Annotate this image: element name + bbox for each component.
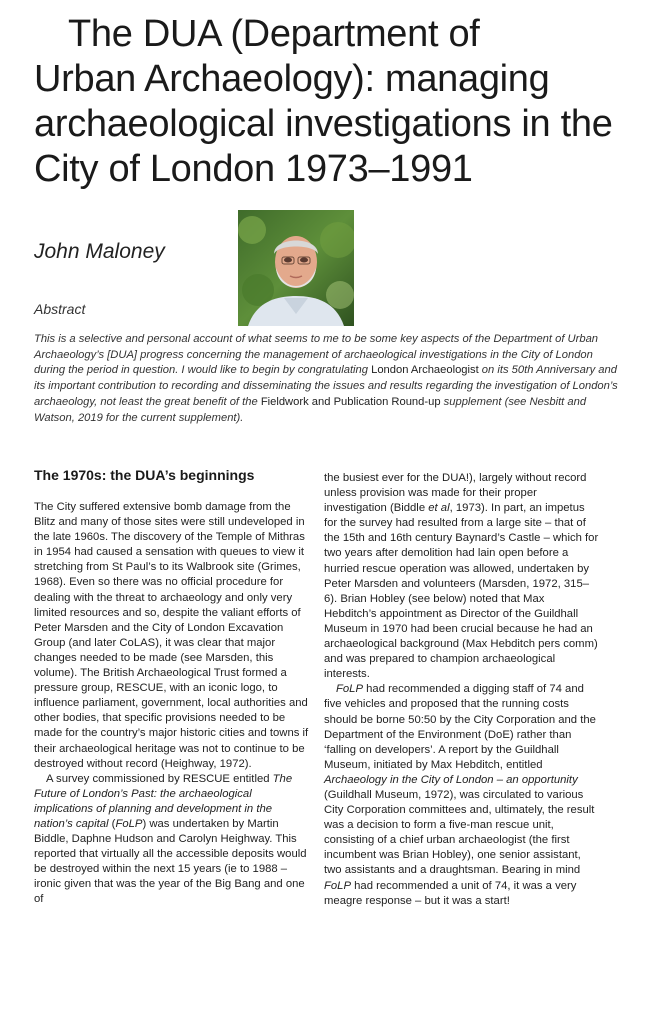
paragraph-4-text-f: had recommended a unit of 74, it was a very meagre response – but it was a start! bbox=[324, 879, 577, 907]
column-right bbox=[324, 471, 599, 909]
author-photo bbox=[238, 210, 354, 326]
paragraph-4-text-b: had recommended a digging staff of 74 and five vehicles and proposed that the running costs should be borne 50:50 by the City Corporation and the Department of the Environment (DoE) rather than ‘falling on developers’. A report by the Guildhall Museum, initiated by Max Hebditch, entitled bbox=[324, 683, 596, 771]
paragraph-3-et-al: et al bbox=[428, 502, 450, 515]
paragraph-4 bbox=[324, 682, 599, 908]
title-line-3: archaeological investigations in the bbox=[34, 103, 613, 145]
author-name: John Maloney bbox=[34, 240, 165, 263]
paragraph-2-folp: FoLP bbox=[115, 817, 143, 830]
column-left bbox=[34, 466, 309, 908]
paragraph-4-folp-2: FoLP bbox=[324, 879, 352, 892]
paragraph-4-report-title: Archaeology in the City of London – an opportunity bbox=[324, 773, 578, 786]
abstract-body bbox=[34, 332, 624, 426]
abstract-text-1: This is a selective and personal account of what seems to me to be some key aspects of the Department of Urban Archaeology’s [DUA] progress concerning the management of archaeological investigations in the City of London during the period in question. I would like to begin by congratulating bbox=[34, 333, 599, 377]
paragraph-2-text-e: ) was undertaken by Martin Biddle, Daphne Hudson and Carolyn Heighway. This reported that virtually all the accessible deposits would be destroyed within the next 15 years (ie to 1988 – ironic given that was the year of the Big Bang and one of bbox=[34, 817, 307, 906]
paragraph-4-folp: FoLP bbox=[336, 683, 364, 696]
paragraph-3-text-c: , 1973). In part, an impetus for the survey had resulted from a large site – that of the 15th and 16th century Baynard’s Castle – which for two years after demolition had lain open before a hurried rescue operation was allowed, undertaken by Peter Marsden and volunteers (Marsden, 1972, 315–6). Brian Hobley (see below) noted that Max Hebditch’s appointment as Director of the Guildhall Museum in 1970 had been crucial because he had an archaeological background (Max Hebditch pers comm) and was prepared to champion archaeological interests. bbox=[324, 502, 599, 681]
title-line-1: The DUA (Department of bbox=[68, 13, 480, 55]
paragraph-3 bbox=[324, 471, 599, 682]
author-portrait-icon bbox=[238, 210, 354, 326]
title-line-2: Urban Archaeology): managing bbox=[34, 58, 550, 100]
supplement-name: Fieldwork and Publication Round-up bbox=[260, 395, 441, 408]
paragraph-2-text-c: ( bbox=[108, 817, 116, 830]
abstract-label: Abstract bbox=[34, 301, 86, 317]
paragraph-2-text-a: A survey commissioned by RESCUE entitled bbox=[46, 772, 273, 785]
paragraph-2-citation-title: The Future of London’s Past: the archaeological implications of planning and development in the nation’s capital bbox=[34, 772, 293, 830]
article-title bbox=[34, 12, 644, 192]
section-heading: The 1970s: the DUA’s beginnings bbox=[34, 467, 255, 483]
paragraph-3-text-a: the busiest ever for the DUA!), largely without record unless provision was made for their proper investigation (Biddle bbox=[324, 472, 587, 515]
paragraph-1: The City suffered extensive bomb damage from the Blitz and many of those sites were still undeveloped in the late 1960s. The discovery of the Temple of Mithras in 1954 had caused a sensation with queues to view it stretching from St Paul’s to its Walbrook site (Grimes, 1968). Even so there was no official procedure for dealing with the threat to archaeology and only very limited resources and so, despite the valiant efforts of Peter Marsden and the City of London Excavation Group (and later CoLAS), it was clear that major changes needed to be made (see Marsden, this volume). The British Archaeological Trust formed a pressure group, RESCUE, with an iconic logo, to influence parliament, government, local authorities and other bodies, that specific provisions needed to be made for the country’s major historic cities and towns if their archaeological heritage was not to continue to be destroyed without record (Heighway, 1972). bbox=[34, 501, 309, 770]
publication-name: London Archaeologist bbox=[371, 364, 479, 377]
paragraph-4-text-d: (Guildhall Museum, 1972), was circulated to various City Corporation committees and, ultimately, the result was a decision to form a five-man rescue unit, consisting of a chief urban archaeologist (the first incumbent was Brian Hobley), one senior assistant, two assistants and a draughtsman. Bearing in mind bbox=[324, 788, 595, 877]
paragraph-2 bbox=[34, 772, 309, 908]
title-line-4: City of London 1973–1991 bbox=[34, 148, 473, 190]
abstract-text-3: supplement (see Nesbitt and Watson, 2019 for the current supplement). bbox=[34, 395, 587, 424]
abstract-text-2: on its 50th Anniversary and its important contribution to recording and disseminating the issues and results regarding the investigation of London’s archaeology, not least the great benefit of the bbox=[34, 364, 618, 408]
